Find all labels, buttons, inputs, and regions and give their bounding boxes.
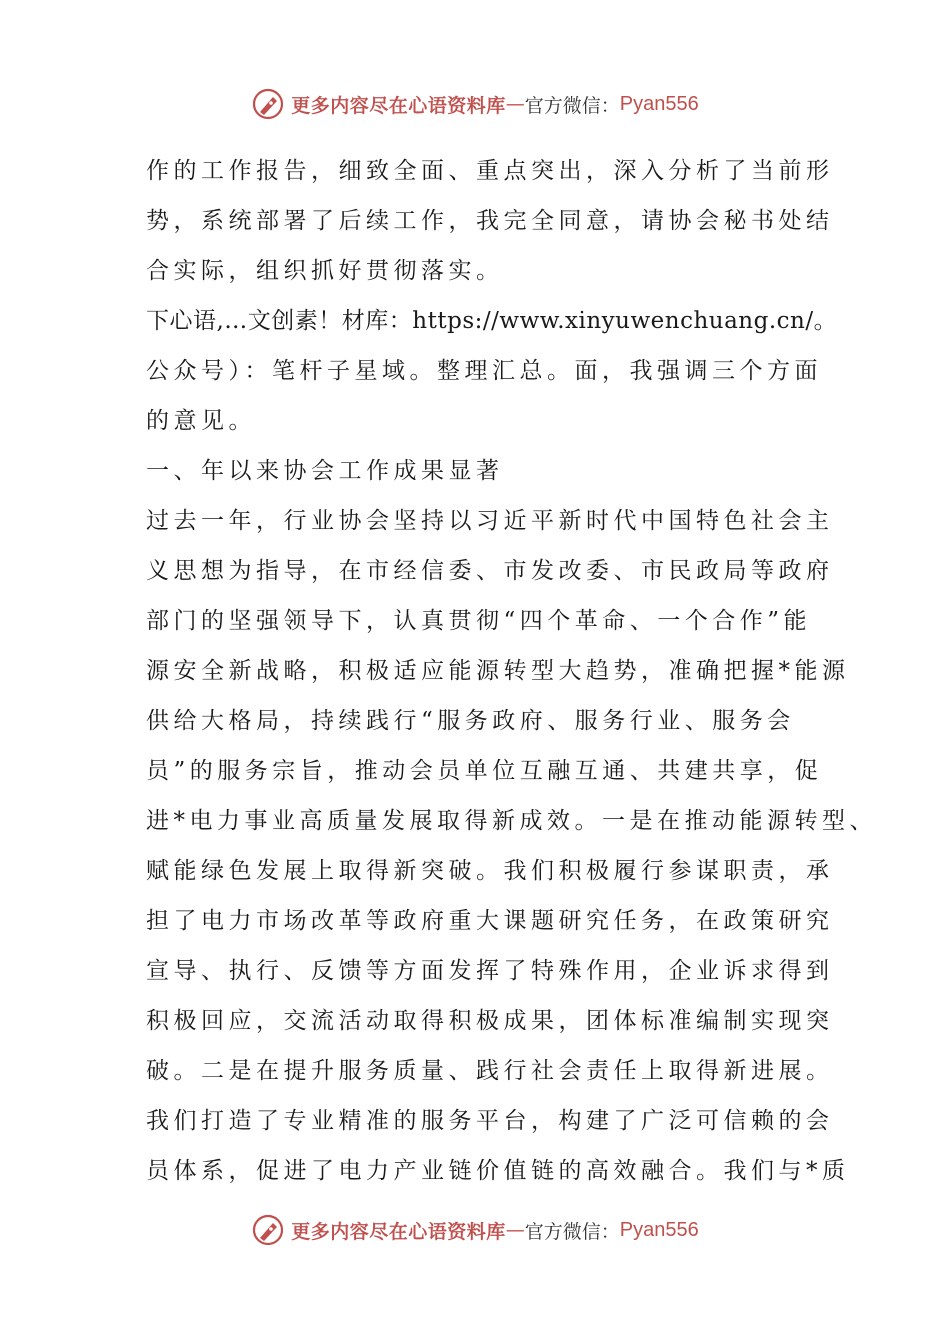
wechat-label: 官方微信： <box>524 1220 620 1243</box>
text-line: 部门的坚强领导下，认真贯彻“四个革命、一个合作”能 <box>146 608 812 634</box>
text-line: 的意见。 <box>146 408 256 434</box>
header-banner <box>0 84 950 124</box>
text-line: 我们打造了专业精准的服务平台，构建了广泛可信赖的会 <box>146 1108 834 1134</box>
banner-separator: — <box>505 93 525 115</box>
text-line: 员体系，促进了电力产业链价值链的高效融合。我们与*质 <box>146 1158 850 1184</box>
text-line: 公众号）：笔杆子星域。整理汇总。面，我强调三个方面 <box>146 358 822 384</box>
text-line: 作的工作报告，细致全面、重点突出，深入分析了当前形 <box>146 158 834 184</box>
text-line: 员”的服务宗旨，推动会员单位互融互通、共建共享，促 <box>146 758 823 784</box>
text-line: 赋能绿色发展上取得新突破。我们积极履行参谋职责，承 <box>146 858 834 884</box>
text-line: 担了电力市场改革等政府重大课题研究任务，在政策研究 <box>146 908 834 934</box>
text-line: 合实际，组织抓好贯彻落实。 <box>146 258 504 284</box>
wechat-id: Pyan556 <box>619 92 699 115</box>
text-line: 过去一年，行业协会坚持以习近平新时代中国特色社会主 <box>146 508 834 534</box>
brand-text: 更多内容尽在心语资料库 <box>291 94 506 117</box>
source-note-line: 下心语,…文创素！材库：https://www.xinyuwenchuang.cn/。 <box>146 308 838 334</box>
text-line: 破。二是在提升服务质量、践行社会责任上取得新进展。 <box>146 1058 834 1084</box>
brand-text: 更多内容尽在心语资料库 <box>291 1220 506 1243</box>
text-line: 进*电力事业高质量发展取得新成效。一是在推动能源转型、 <box>146 808 877 834</box>
text-line: 势，系统部署了后续工作，我完全同意，请协会秘书处结 <box>146 208 834 234</box>
wechat-id: Pyan556 <box>619 1218 699 1241</box>
document-body <box>146 146 877 1196</box>
text-line: 宣导、执行、反馈等方面发挥了特殊作用，企业诉求得到 <box>146 958 834 984</box>
text-line: 积极回应，交流活动取得积极成果，团体标准编制实现突 <box>146 1008 834 1034</box>
text-line: 供给大格局，持续践行“服务政府、服务行业、服务会 <box>146 708 795 734</box>
text-line: 义思想为指导，在市经信委、市发改委、市民政局等政府 <box>146 558 834 584</box>
text-line: 源安全新战略，积极适应能源转型大趋势，准确把握*能源 <box>146 658 850 684</box>
pen-nib-circle-icon <box>251 87 285 121</box>
section-heading: 一、年以来协会工作成果显著 <box>146 458 504 484</box>
pen-nib-circle-icon <box>251 1213 285 1247</box>
banner-separator: — <box>505 1219 525 1241</box>
wechat-label: 官方微信： <box>524 94 620 117</box>
footer-banner <box>0 1210 950 1250</box>
